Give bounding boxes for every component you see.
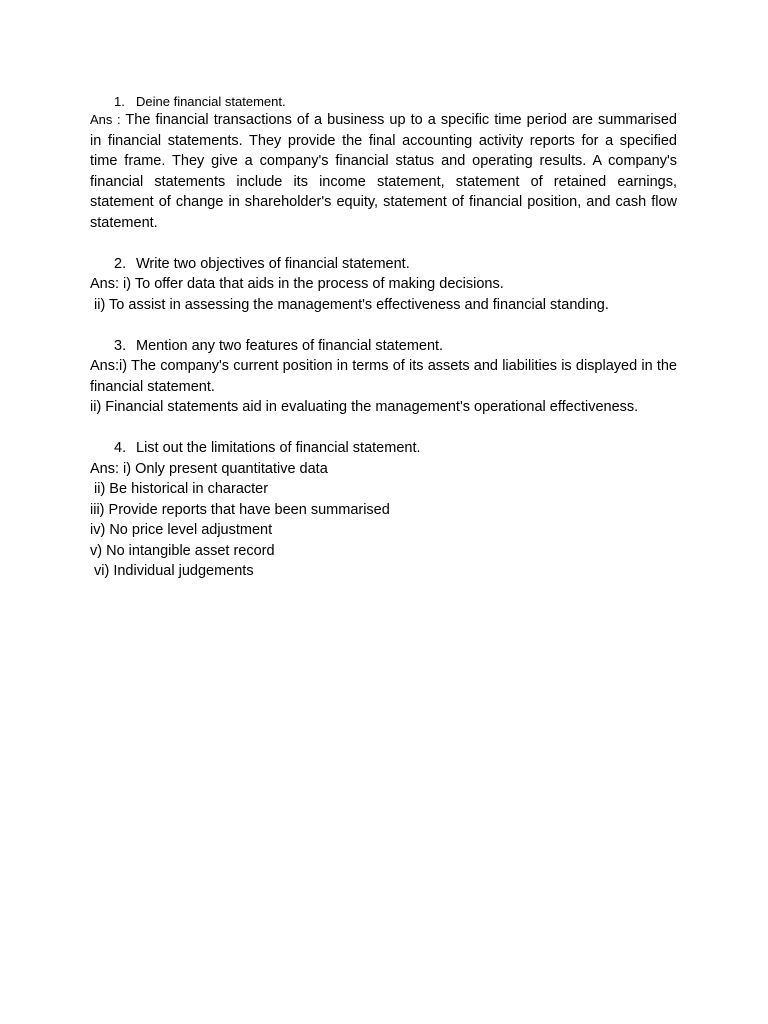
answer-line: Ans: i) Only present quantitative data	[90, 460, 328, 477]
question-number: 1.	[114, 94, 125, 109]
question-2	[90, 254, 677, 275]
question-4	[90, 438, 677, 459]
question-text: Write two objectives of financial statement.	[136, 255, 410, 272]
question-3	[90, 336, 677, 357]
answer-text: The financial transactions of a business up to a specific time period are summarised in financial statements. They provide the final accounting activity reports for a specified time frame. They give a company's financial status and operating results. A company's financial statements include its income statement, statement of retained earnings, statement of change in shareholder's equity, statement of financial position, and cash flow statement.	[90, 112, 677, 231]
answer-line: ii) Financial statements aid in evaluating the management's operational effectiveness.	[90, 399, 639, 415]
document-content	[90, 93, 677, 582]
question-number: 2.	[114, 255, 127, 272]
answer-line: Ans: i) To offer data that aids in the process of making decisions.	[90, 276, 504, 292]
spacer	[90, 233, 677, 254]
question-text: List out the limitations of financial statement.	[136, 440, 421, 456]
answer-line: iii) Provide reports that have been summarised	[90, 501, 390, 518]
spacer	[90, 418, 677, 439]
answer-line: iv) No price level adjustment	[90, 522, 273, 538]
answer-line: ii) Be historical in character	[94, 481, 269, 497]
answer-line: v) No intangible asset record	[90, 542, 275, 559]
answer-line: vi) Individual judgements	[94, 563, 254, 579]
question-number: 4.	[114, 440, 127, 456]
answer-line: ii) To assist in assessing the management's effectiveness and financial standing.	[94, 296, 609, 313]
answer-line: Ans:i) The company's current position in terms of its assets and liabilities is displayed in the financial statement.	[90, 358, 677, 395]
spacer	[90, 315, 677, 336]
question-text: Mention any two features of financial statement.	[136, 337, 444, 354]
question-number: 3.	[114, 337, 127, 354]
answer-1	[90, 110, 677, 233]
question-1	[90, 93, 677, 110]
question-text: Deine financial statement.	[136, 94, 286, 109]
answer-lead: Ans :	[90, 112, 121, 127]
